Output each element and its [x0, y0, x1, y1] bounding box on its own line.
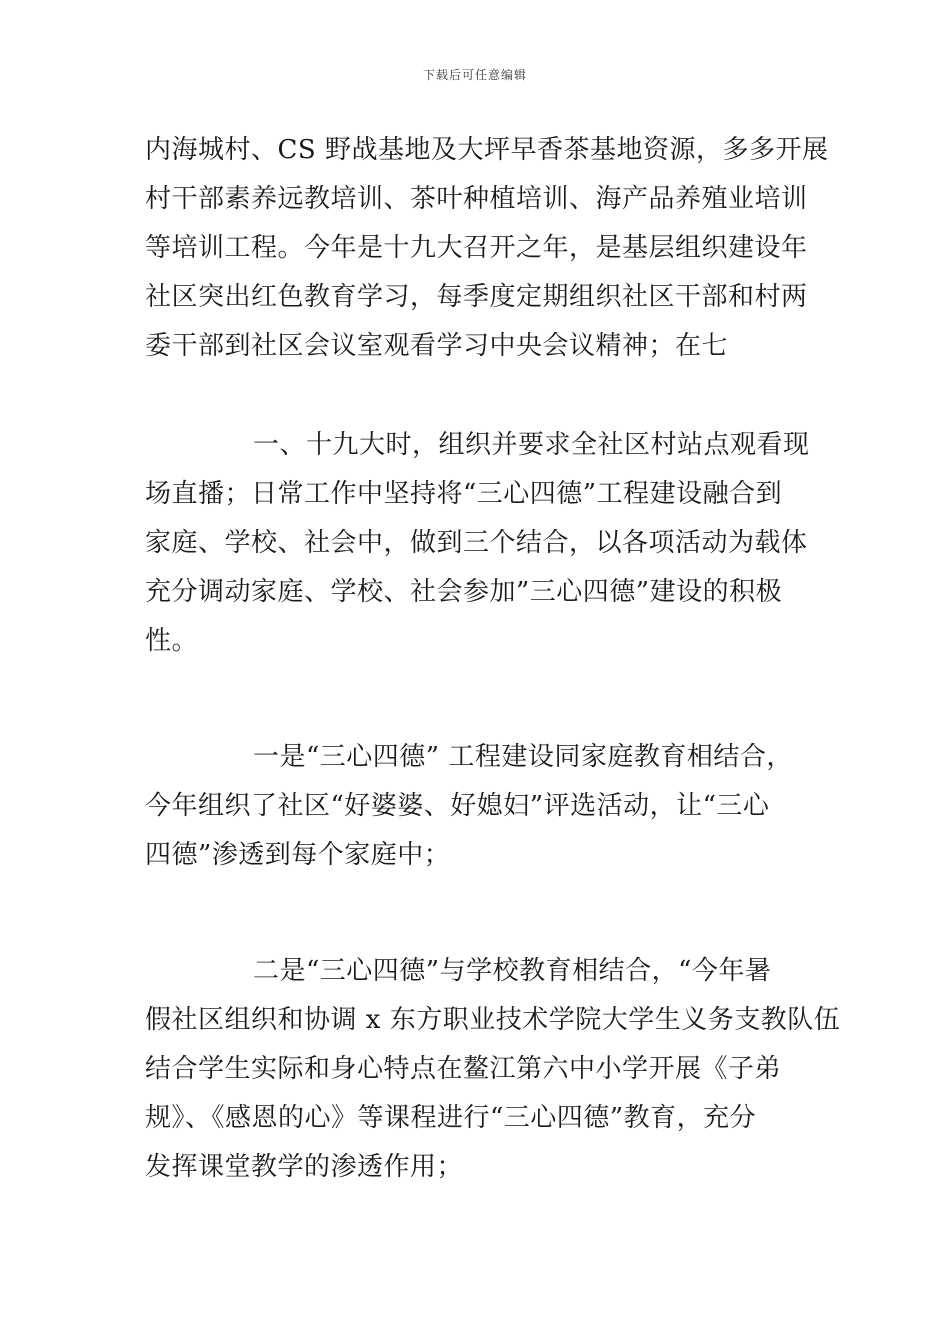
text-line: 规》、《感恩的心》等课程进行“三心四德”教育，充分 — [145, 1103, 757, 1133]
text-line: 内海城村、CS 野战基地及大坪早香茶基地资源，多多开展 — [145, 135, 829, 165]
paragraph-4 — [145, 947, 841, 1192]
text-line: 场直播；日常工作中坚持将“三心四德”工程建设融合到 — [145, 479, 783, 509]
text-line: 发挥课堂教学的渗透作用； — [145, 1152, 464, 1182]
text-line: 等培训工程。今年是十九大召开之年，是基层组织建设年 — [145, 233, 808, 263]
text-line: 充分调动家庭、学校、社会参加”三心四德”建设的积极 — [145, 577, 783, 607]
document-body — [145, 126, 841, 1192]
text-line: 村干部素养远教培训、茶叶种植培训、海产品养殖业培训 — [145, 184, 808, 214]
text-line: 性。 — [145, 626, 199, 656]
page-header: 下载后可任意编辑 — [422, 68, 527, 82]
paragraph-1 — [145, 126, 829, 371]
text-line: 今年组织了社区“好婆婆、好媳妇”评选活动，让“三心 — [145, 791, 770, 821]
text-line: 一、十九大时，组织并要求全社区村站点观看现 — [253, 430, 810, 460]
text-line: 委干部到社区会议室观看学习中央会议精神；在七 — [145, 331, 729, 361]
text-line: 社区突出红色教育学习，每季度定期组织社区干部和村两 — [145, 282, 808, 312]
text-line: 假社区组织和协调 x 东方职业技术学院大学生义务支教队伍 — [145, 1005, 841, 1035]
text-line: 二是“三心四德”与学校教育相结合，“今年暑 — [253, 956, 772, 986]
text-line: 一是“三心四德” 工程建设同家庭教育相结合， — [253, 742, 793, 772]
paragraph-3 — [145, 733, 810, 880]
text-line: 四德”渗透到每个家庭中； — [145, 840, 451, 870]
text-line: 家庭、学校、社会中，做到三个结合，以各项活动为载体 — [145, 528, 808, 558]
paragraph-2 — [145, 421, 810, 666]
text-line: 结合学生实际和身心特点在鳌江第六中小学开展《子弟 — [145, 1054, 782, 1084]
